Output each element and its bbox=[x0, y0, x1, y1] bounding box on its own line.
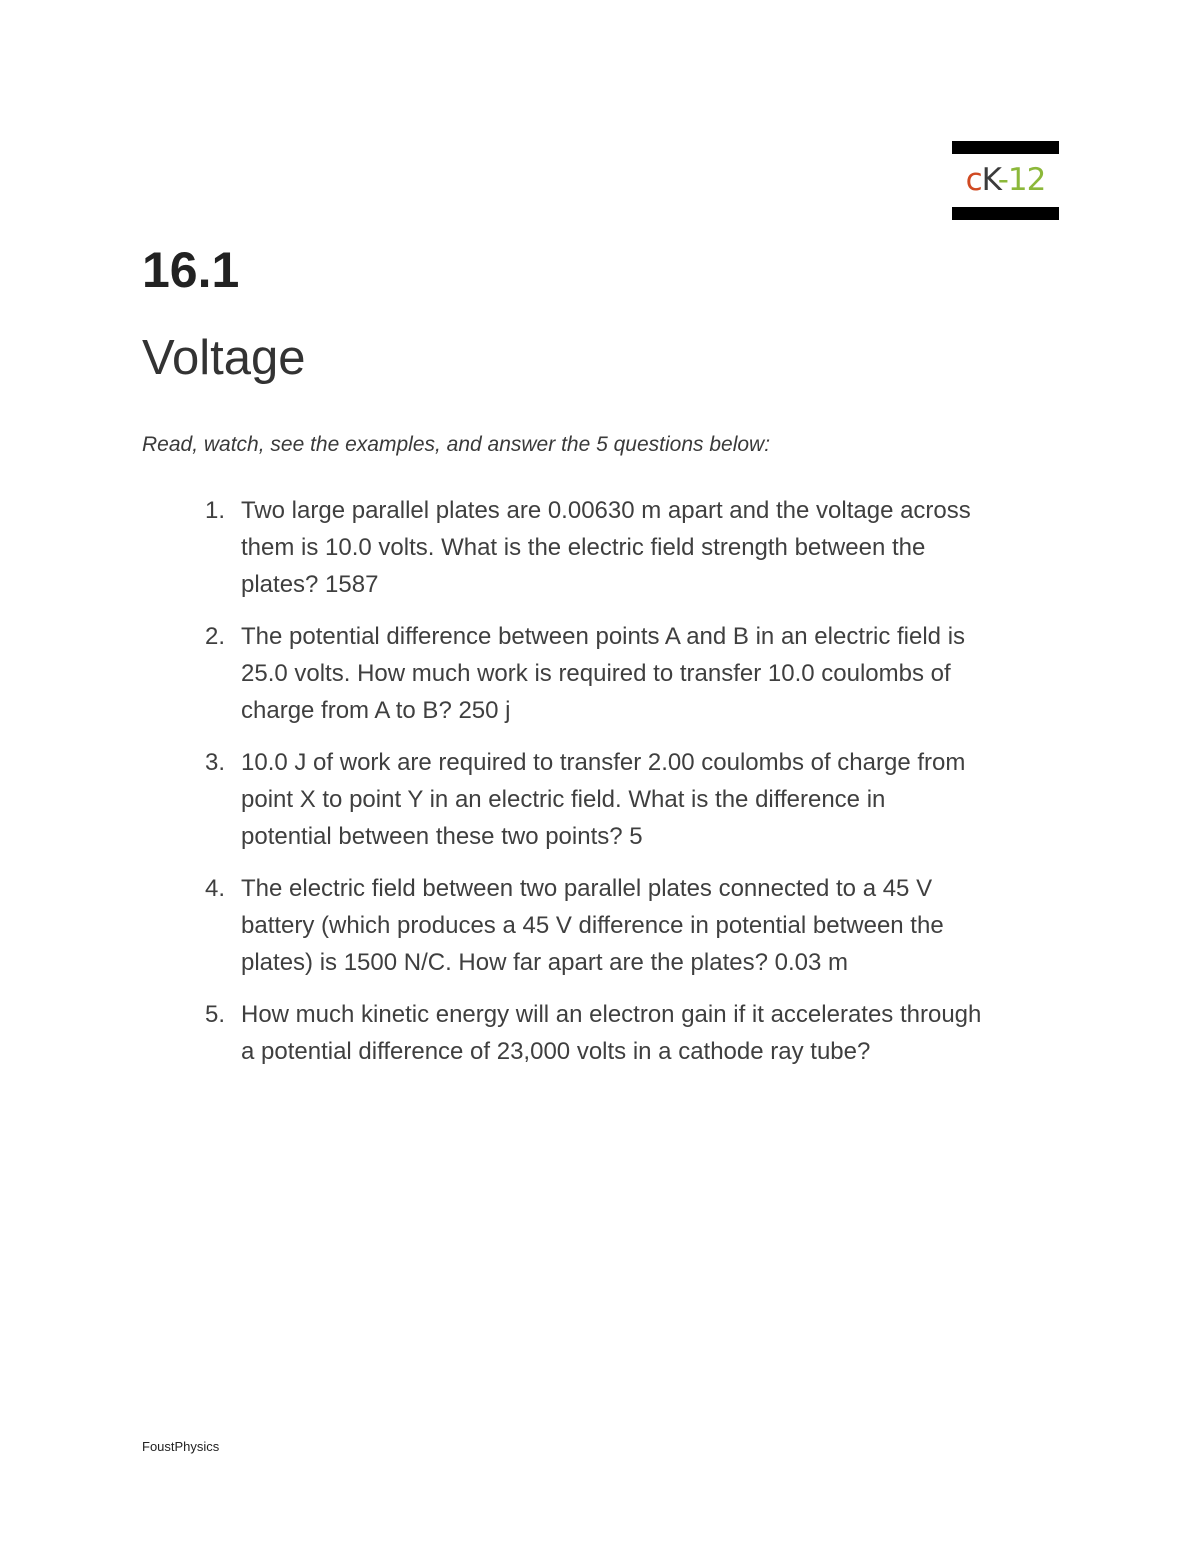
question-number: 1. bbox=[205, 497, 226, 524]
question-number: 5. bbox=[205, 1001, 226, 1028]
question-text-line: a potential difference of 23,000 volts in a cathode ray tube? bbox=[241, 1038, 871, 1065]
footer-text: FoustPhysics bbox=[142, 1439, 220, 1454]
question-number: 3. bbox=[205, 749, 226, 776]
instructions: Read, watch, see the examples, and answer the 5 questions below: bbox=[142, 433, 771, 456]
question-text-line: plates) is 1500 N/C. How far apart are the plates? 0.03 m bbox=[241, 949, 848, 976]
question-number: 2. bbox=[205, 623, 226, 650]
section-title: Voltage bbox=[142, 331, 306, 385]
question-text-line: The electric field between two parallel plates connected to a 45 V bbox=[241, 875, 933, 902]
question-text-line: point X to point Y in an electric field. What is the difference in bbox=[241, 786, 886, 813]
question-text-line: 10.0 J of work are required to transfer 2.00 coulombs of charge from bbox=[241, 749, 966, 776]
question-item bbox=[142, 996, 1072, 1070]
question-text-line: battery (which produces a 45 V difference in potential between the bbox=[241, 912, 944, 939]
question-number: 4. bbox=[205, 875, 226, 902]
question-text-line: plates? 1587 bbox=[241, 571, 379, 598]
question-item bbox=[142, 618, 1072, 729]
question-text-line: them is 10.0 volts. What is the electric field strength between the bbox=[241, 534, 926, 561]
logo-top-bar bbox=[952, 141, 1059, 154]
logo-bottom-bar bbox=[952, 207, 1059, 220]
question-item bbox=[142, 492, 1072, 603]
question-text-line: potential between these two points? 5 bbox=[241, 823, 643, 850]
question-list bbox=[142, 492, 1072, 1085]
question-text-line: Two large parallel plates are 0.00630 m apart and the voltage across bbox=[241, 497, 971, 524]
question-item bbox=[142, 744, 1072, 855]
question-text-line: How much kinetic energy will an electron gain if it accelerates through bbox=[241, 1001, 982, 1028]
section-number: 16.1 bbox=[142, 242, 240, 298]
question-text-line: charge from A to B? 250 j bbox=[241, 697, 511, 724]
question-text-line: 25.0 volts. How much work is required to transfer 10.0 coulombs of bbox=[241, 660, 951, 687]
ck12-logo bbox=[952, 141, 1059, 221]
question-text-line: The potential difference between points A and B in an electric field is bbox=[241, 623, 966, 650]
question-item bbox=[142, 870, 1072, 981]
logo-wordmark: cK-12 bbox=[965, 162, 1046, 198]
